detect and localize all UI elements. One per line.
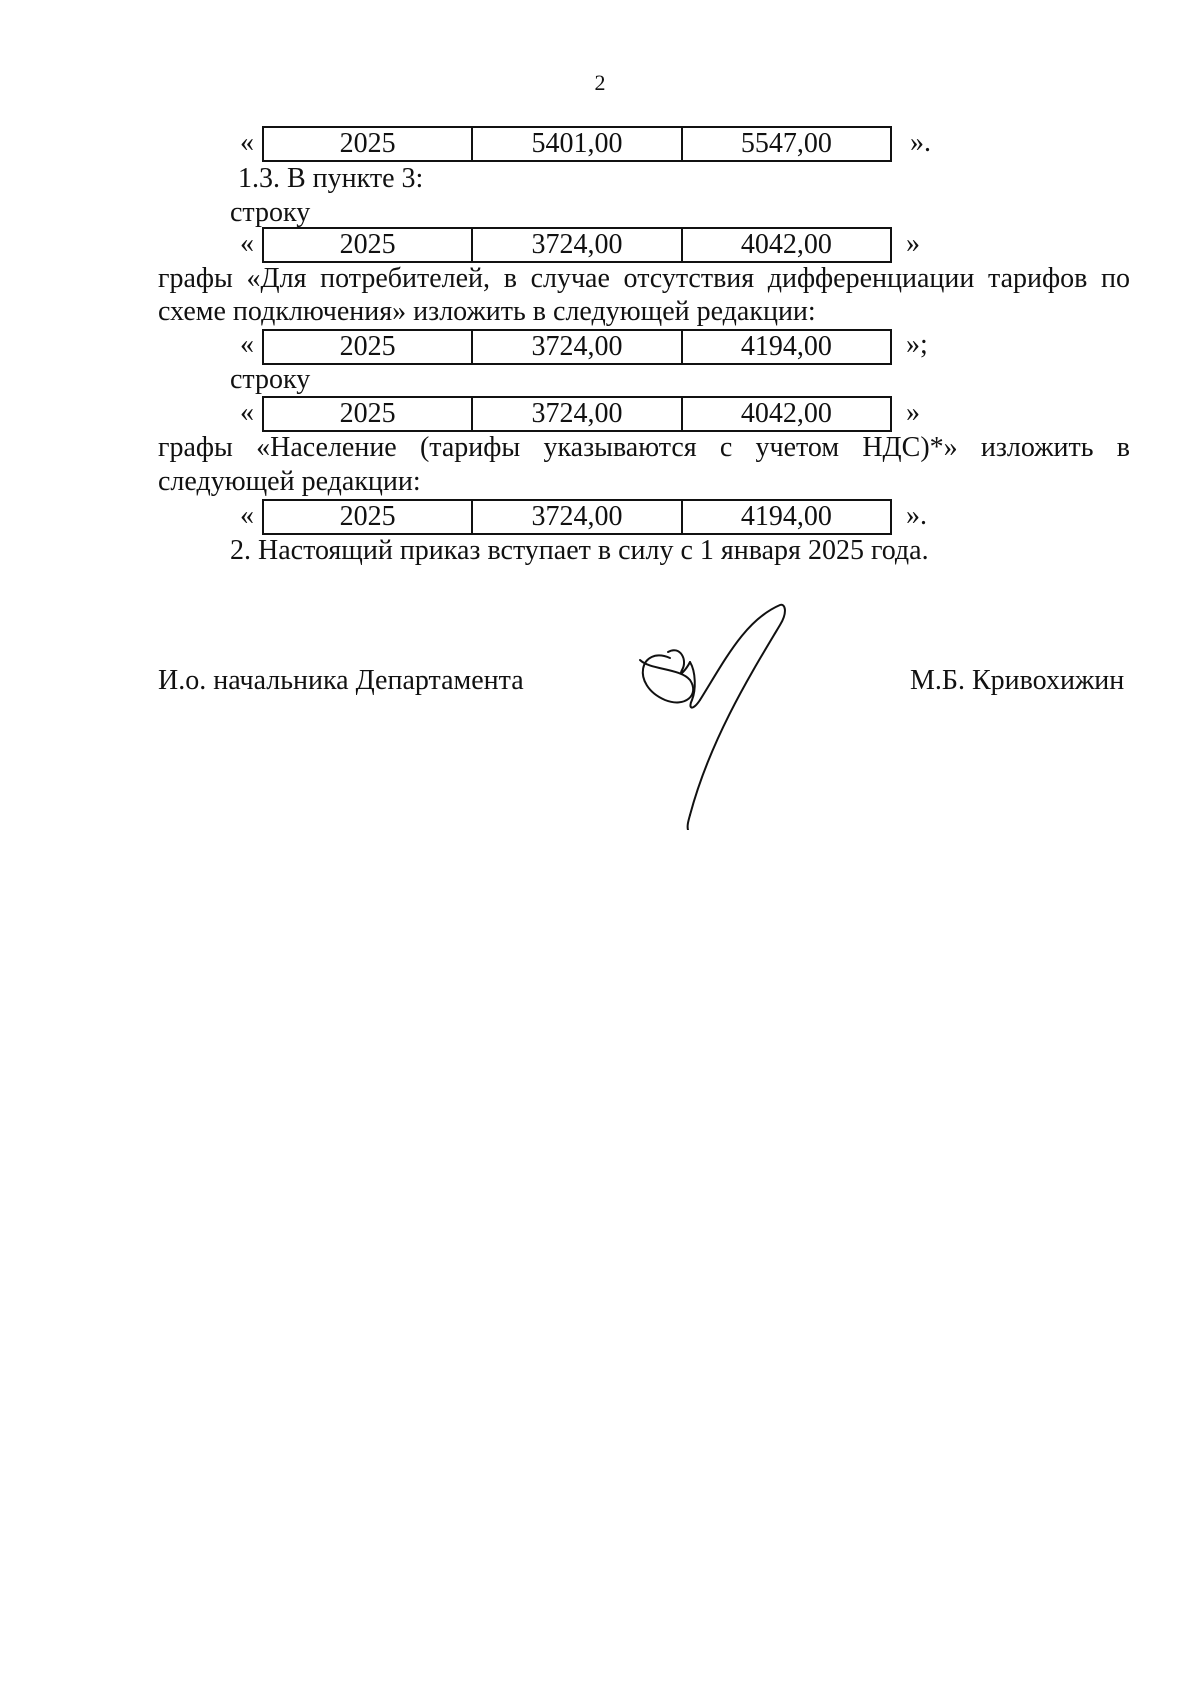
stroku-label: строку (230, 197, 311, 228)
cell-value-2: 5547,00 (682, 127, 891, 161)
quote-open: « (240, 329, 254, 360)
paragraph-line: следующей редакции: (158, 466, 421, 497)
value-row (262, 499, 892, 535)
cell-year: 2025 (263, 330, 472, 364)
quote-open: « (240, 127, 254, 158)
value-row (262, 227, 892, 263)
cell-value-2: 4194,00 (682, 330, 891, 364)
cell-value-1: 3724,00 (472, 330, 681, 364)
stroku-label: строку (230, 364, 311, 395)
quote-close: » (906, 397, 920, 428)
paragraph-line: схеме подключения» изложить в следующей редакции: (158, 296, 816, 327)
cell-value-2: 4042,00 (682, 397, 891, 431)
signatory-position: И.о. начальника Департамента (158, 665, 524, 696)
cell-year: 2025 (263, 228, 472, 262)
cell-value-2: 4194,00 (682, 500, 891, 534)
cell-year: 2025 (263, 397, 472, 431)
quote-close: ». (910, 127, 931, 158)
item-2: 2. Настоящий приказ вступает в силу с 1 января 2025 года. (230, 535, 929, 566)
item-1-3: 1.3. В пункте 3: (238, 163, 424, 194)
value-row (262, 396, 892, 432)
quote-open: « (240, 397, 254, 428)
cell-value-1: 3724,00 (472, 500, 681, 534)
page-number: 2 (594, 70, 606, 95)
value-row (262, 126, 892, 162)
cell-year: 2025 (263, 500, 472, 534)
quote-close: ». (906, 500, 927, 531)
quote-close: » (906, 228, 920, 259)
quote-open: « (240, 228, 254, 259)
cell-value-1: 3724,00 (472, 228, 681, 262)
cell-value-1: 3724,00 (472, 397, 681, 431)
quote-close: »; (906, 329, 928, 360)
cell-value-2: 4042,00 (682, 228, 891, 262)
handwritten-signature (630, 600, 790, 830)
quote-open: « (240, 500, 254, 531)
signatory-name: М.Б. Кривохижин (910, 665, 1125, 696)
paragraph-line: графы «Население (тарифы указываются с учетом НДС)*» изложить в (158, 432, 1130, 463)
value-row (262, 329, 892, 365)
paragraph-line: графы «Для потребителей, в случае отсутствия дифференциации тарифов по (158, 263, 1130, 294)
cell-value-1: 5401,00 (472, 127, 681, 161)
cell-year: 2025 (263, 127, 472, 161)
